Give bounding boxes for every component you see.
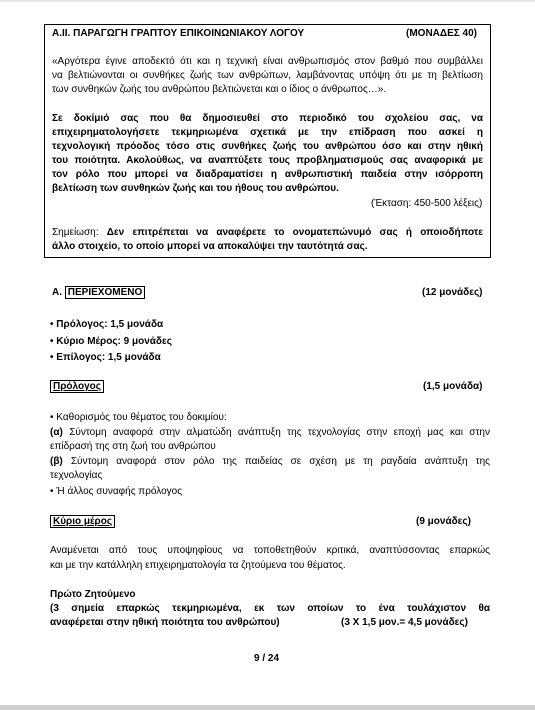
quote-line-1: «Αργότερα έγινε αποδεκτό ότι και η τεχνική είναι ανθρωπισμός στον βαθμό που συμβάλλει [52, 56, 483, 67]
content-prefix: Α. [52, 287, 62, 298]
first-request-line-2: αναφέρεται στην ηθική ποιότητα του ανθρώπου) [50, 617, 280, 628]
page-number: 9 / 24 [254, 653, 280, 664]
content-bullet-text: Επίλογος: 1,5 μονάδα [56, 352, 161, 363]
bullet-icon: • [50, 486, 54, 497]
main-body-line-2: και με την κατάλληλη επιχειρηματολογία τα ζητούμενα του θέματος. [50, 560, 346, 571]
item-a-label: (α) [50, 427, 63, 438]
content-bullet-3 [50, 352, 161, 364]
note-label: Σημείωση: [52, 227, 107, 238]
section-title: Α.ΙΙ. ΠΑΡΑΓΩΓΗ ΓΡΑΠΤΟΥ ΕΠΙΚΟΙΝΩΝΙΑΚΟΥ ΛΟΓΟΥ [52, 28, 305, 39]
bullet-icon: • [50, 352, 54, 363]
prologue-item-b-line-1 [50, 456, 490, 468]
prologue-title: Πρόλογος [50, 380, 104, 393]
main-body-heading [50, 516, 115, 528]
main-body-line-1: Αναμένεται από τους υποψηφίους να τοποθετηθούν κριτικά, αναπτύσσοντας επαρκώς [50, 545, 490, 556]
content-bullet-1 [50, 319, 163, 331]
first-request-line-1: (3 σημεία επαρκώς τεκμηριωμένα, εκ των οποίων το ένα τουλάχιστον θα [50, 603, 490, 614]
content-bullet-text: Κύριο Μέρος: 9 μονάδες [56, 336, 172, 347]
instruction-line-4: του ποιότητα. Ακολούθως, να αναπτύξετε τους προβληματισμούς σας αναφορικά με [52, 155, 483, 166]
instruction-line-6: βελτίωση των συνθηκών ζωής και του ήθους του ανθρώπου. [52, 183, 339, 194]
page-bottom-edge [0, 705, 535, 710]
section-points: (ΜΟΝΑΔΕΣ 40) [406, 28, 477, 39]
bullet-icon: • [50, 412, 54, 423]
page-top-edge [0, 0, 535, 2]
item-b-label: (β) [50, 456, 63, 467]
instruction-line-2: επιχειρηματολογήσετε τεκμηριωμένα σχετικά με την επίδραση που ασκεί η [52, 127, 483, 138]
prologue-item-a-line-1 [50, 427, 490, 439]
prologue-other [50, 486, 182, 498]
first-request-points: (3 Χ 1,5 μον.= 4,5 μονάδες) [341, 617, 468, 628]
prologue-points: (1,5 μονάδα) [423, 381, 483, 392]
instruction-line-1: Σε δοκίμιό σας που θα δημοσιευθεί στο περιοδικό του σχολείου σας, να [52, 113, 483, 124]
content-bullet-text: Πρόλογος: 1,5 μονάδα [56, 319, 164, 330]
note-text-1: Δεν επιτρέπεται να αναφέρετε το ονοματεπώνυμό σας ή οποιοδήποτε [106, 227, 483, 238]
prologue-heading [50, 381, 104, 393]
prologue-item-b-line-2: τεχνολογίας [50, 470, 103, 481]
prologue-intro-text: Καθορισμός του θέματος του δοκιμίου: [56, 412, 227, 423]
instruction-line-5: τον ρόλο που μπορεί να διαδραματίσει η ανθρωπιστική παιδεία στην ισόρροπη [52, 169, 483, 180]
content-points: (12 μονάδες) [422, 287, 483, 298]
bullet-icon: • [50, 319, 54, 330]
quote-line-3: των συνθηκών ζωής του ανθρώπου βελτιώνεται και ο ίδιος ο άνθρωπος…». [52, 84, 387, 95]
content-title: ΠΕΡΙΕΧΟΜΕΝΟ [65, 286, 145, 299]
main-body-points: (9 μονάδες) [416, 516, 471, 527]
quote-line-2: να βελτιώνονται οι συνθήκες ζωής των ανθρώπων, λαμβάνοντας υπόψη ότι με τη βελτίωση [52, 70, 483, 81]
note-line-2: άλλο στοιχείο, το οποίο μπορεί να αποκαλύψει την ταυτότητά σας. [52, 241, 368, 252]
note-line-1 [52, 227, 483, 239]
word-limit: (Έκταση: 450-500 λέξεις) [371, 198, 483, 209]
prologue-intro [50, 412, 227, 424]
instruction-line-3: τεχνολογική πρόοδος τόσο στις συνθήκες ζωής του ανθρώπου όσο και στην ηθική [52, 141, 483, 152]
item-a-text: Σύντομη αναφορά στην αλματώδη ανάπτυξη της τεχνολογίας στην εποχή μας και στην [62, 427, 490, 438]
content-heading [52, 287, 145, 299]
prologue-other-text: Ή άλλος συναφής πρόλογος [56, 486, 183, 497]
first-request-title: Πρώτο Ζητούμενο [50, 589, 136, 600]
item-b-text: Σύντομη αναφορά στον ρόλο της παιδείας σε σχέση με τη ραγδαία ανάπτυξη της [62, 456, 490, 467]
prologue-item-a-line-2: επίδρασή της στη ζωή του ανθρώπου [50, 441, 216, 452]
content-bullet-2 [50, 336, 172, 348]
bullet-icon: • [50, 336, 54, 347]
main-body-title: Κύριο μέρος [50, 515, 115, 528]
